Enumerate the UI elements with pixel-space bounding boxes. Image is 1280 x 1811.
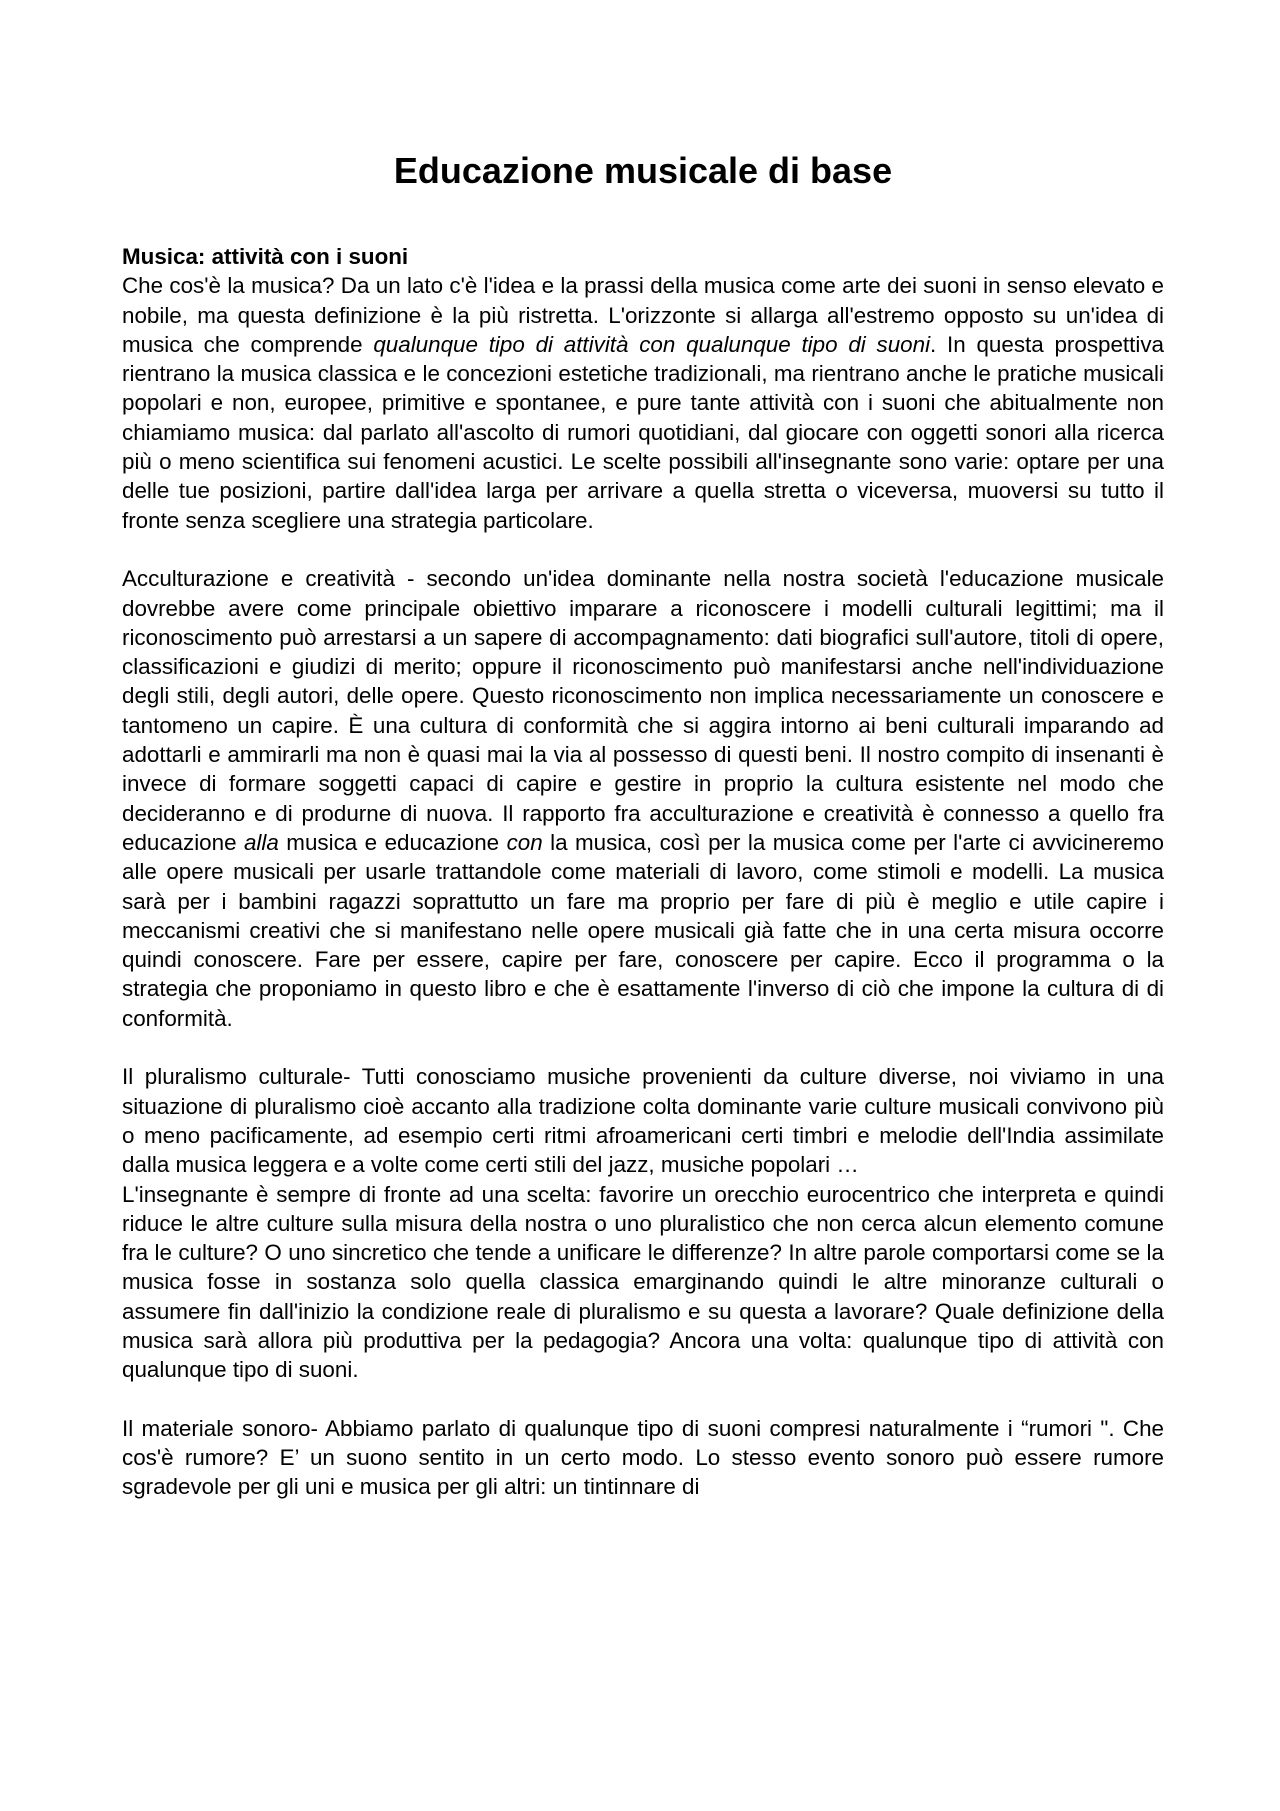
paragraph-text: la musica, così per la musica come per l'arte ci avvicineremo alle opere musicali per usarle trattandole come materiali di lavoro, come stimoli e modelli. La musica sarà per i bambini ragazzi soprattutto un fare ma proprio per fare di più è meglio e utile capire i meccanismi creativi che si manifestano nelle opere musicali già fatte che in una certa misura occorre quindi conoscere. Fare per essere, capire per fare, conoscere per capire. Ecco il programma o la strategia che proponiamo in questo libro e che è esattamente l'inverso di ciò che impone la cultura di di conformità. — [122, 829, 1164, 1031]
paragraph-text: Acculturazione e creatività - secondo un'idea dominante nella nostra società l'educazione musicale dovrebbe avere come principale obiettivo imparare a riconoscere i modelli culturali legittimi; ma il riconoscimento può arrestarsi a un sapere di accompagnamento: dati biografici sull'autore, titoli di opere, classificazioni e giudizi di merito; oppure il riconoscimento può manifestarsi anche nell'individuazione degli stili, degli autori, delle opere. Questo riconoscimento non implica necessariamente un conoscere e tantomeno un capire. È una cultura di conformità che si aggira intorno ai beni culturali imparando ad adottarli e ammirarli ma non è quasi mai la via al possesso di questi beni. Il nostro compito di insenanti è invece di formare soggetti capaci di capire e gestire in proprio la cultura esistente nel modo che decideranno e di produrne di nuova. Il rapporto fra acculturazione e creatività è connesso a quello fra educazione — [122, 566, 1164, 855]
paragraph-materiale-sonoro: Il materiale sonoro- Abbiamo parlato di qualunque tipo di suoni compresi naturalmente i “rumori ". Che cos'è rumore? E’ un suono sentito in un certo modo. Lo stesso evento sonoro può essere rumore sgradevole per gli uni e musica per gli altri: un tintinnare di — [122, 1415, 1164, 1500]
paragraph-pluralismo: Il pluralismo culturale- Tutti conosciamo musiche provenienti da culture diverse, noi viviamo in una situazione di pluralismo cioè accanto alla tradizione colta dominante varie culture musicali convivono più o meno pacificamente, ad esempio certi ritmi afroamericani certi timbri e melodie dell'India assimilate dalla musica leggera e a volte come certi stili del jazz, musiche popolari … — [122, 1064, 1164, 1178]
section-heading: Musica: attività con i suoni — [122, 244, 409, 269]
document-title: Educazione musicale di base — [393, 150, 893, 191]
paragraph-gap — [122, 535, 1164, 564]
paragraph-musica-definizione — [122, 271, 1164, 535]
emphasis-text: alla — [243, 829, 279, 855]
document-page — [122, 150, 1164, 1502]
emphasis-text: con — [506, 829, 543, 855]
paragraph-text: musica e educazione — [278, 829, 507, 855]
paragraph-text: . In questa prospettiva rientrano la musica classica e le concezioni estetiche tradizionali, ma rientrano anche le pratiche musicali popolari e non, europee, primitive e spontanee, e pure tante attività con i suoni che abitualmente non chiamiamo musica: dal parlato all'ascolto di rumori quotidiani, dal giocare con oggetti sonori alla ricerca più o meno scientifica sui fenomeni acustici. Le scelte possibili all'insegnante sono varie: optare per una delle tue posizioni, partire dall'idea larga per arrivare a quella stretta o viceversa, muoversi su tutto il fronte senza scegliere una strategia particolare. — [122, 331, 1164, 533]
paragraph-gap — [122, 1033, 1164, 1062]
paragraph-gap — [122, 1385, 1164, 1414]
paragraph-insegnante-scelta: L'insegnante è sempre di fronte ad una scelta: favorire un orecchio eurocentrico che interpreta e quindi riduce le altre culture sulla misura della nostra o uno pluralistico che non cerca alcun elemento comune fra le culture? O uno sincretico che tende a unificare le differenze? In altre parole comportarsi come se la musica fosse in sostanza solo quella classica emarginando quindi le altre minoranze culturali o assumere fin dall'inizio la condizione reale di pluralismo e su questa a lavorare? Quale definizione della musica sarà allora più produttiva per la pedagogia? Ancora una volta: qualunque tipo di attività con qualunque tipo di suoni. — [122, 1181, 1164, 1383]
emphasis-text: qualunque tipo di attività con qualunque tipo di suoni — [373, 331, 931, 357]
paragraph-text: Che cos'è la musica? Da un lato c'è l'idea e la prassi della musica come arte dei suoni in senso elevato e nobile, ma questa definizione è la più ristretta. L'orizzonte si allarga all'estremo opposto su un'idea di musica che comprende — [122, 273, 1164, 357]
paragraph-acculturazione — [122, 564, 1164, 1033]
